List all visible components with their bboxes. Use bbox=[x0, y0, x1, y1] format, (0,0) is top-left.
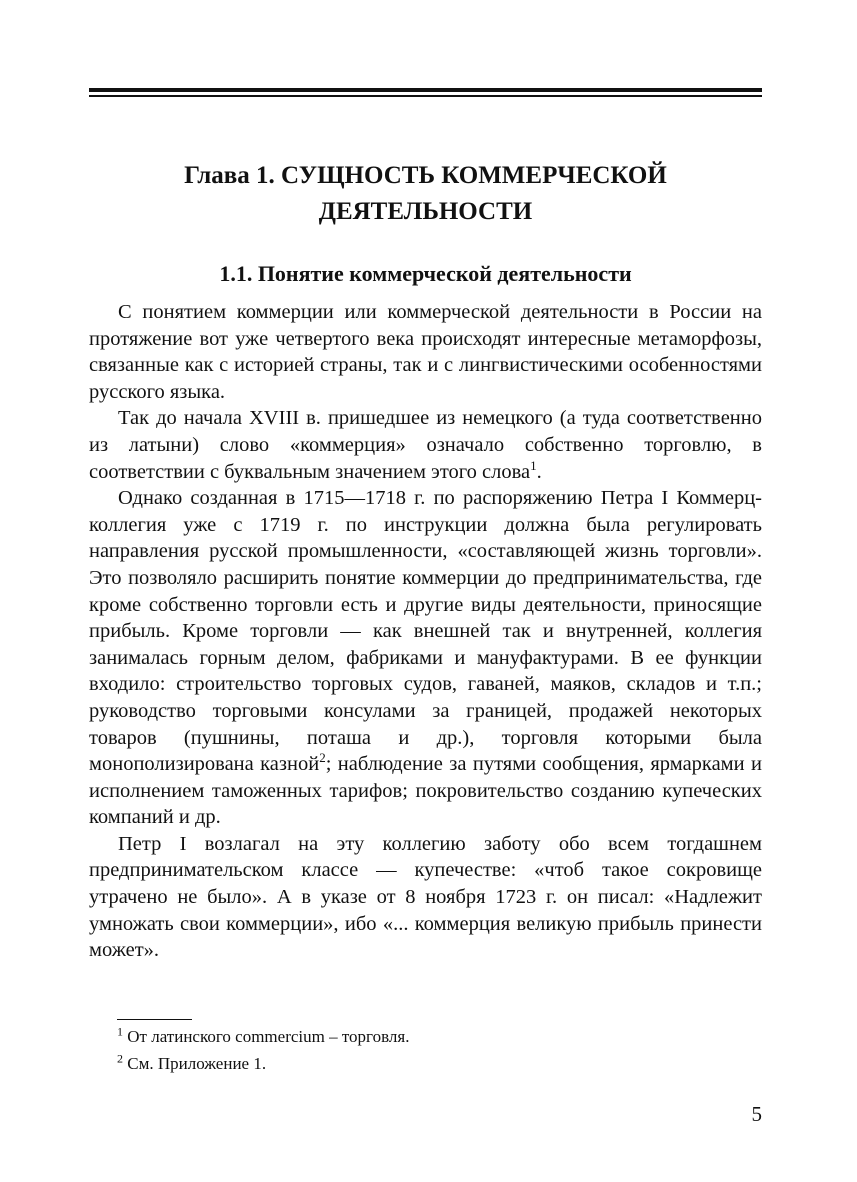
footnote-separator bbox=[117, 1019, 192, 1020]
footnote-2-text: См. Приложение 1. bbox=[123, 1054, 267, 1073]
paragraph-2-end: . bbox=[536, 460, 542, 483]
paragraph-3-text-a: Однако созданная в 1715—1718 г. по распоряжению Петра I Коммерц-коллегия уже с 1719 г. по инструкции должна была регулировать направления русской промышленности, «составляющей жизнь торговли». Это позволяло расширить понятие коммерции до предпринимательства, где кроме собственно торговли есть и другие виды деятельности, приносящие прибыль. Кроме торговли — как внешней так и внутренней, коллегия занималась горным делом, фабриками и мануфактурами. В ее функции входило: строительство торговых судов, гаваней, маяков, складов и т.п.; руководство торговыми консулами за границей, продажей некоторых товаров (пушнины, поташа и др.), торговля которыми была монополизирована казной bbox=[89, 487, 762, 776]
footnote-1-text: От латинского commercium – торговля. bbox=[123, 1027, 410, 1046]
footnote-2-marker: 2 bbox=[117, 1051, 123, 1066]
page-number: 5 bbox=[751, 1102, 762, 1126]
header-rule-thick bbox=[89, 88, 762, 92]
footnote-2 bbox=[117, 1050, 762, 1077]
paragraph-2 bbox=[89, 405, 762, 485]
paragraph-3 bbox=[89, 485, 762, 831]
chapter-title bbox=[89, 158, 762, 230]
footnote-ref-1: 1 bbox=[530, 457, 537, 473]
chapter-title-line-1: Глава 1. СУЩНОСТЬ КОММЕРЧЕСКОЙ bbox=[184, 162, 667, 189]
footnote-ref-2: 2 bbox=[319, 750, 326, 766]
section-title: 1.1. Понятие коммерческой деятельности bbox=[219, 261, 632, 286]
footnotes bbox=[117, 1023, 762, 1077]
chapter-title-line-2: ДЕЯТЕЛЬНОСТИ bbox=[318, 198, 533, 225]
footnote-1 bbox=[117, 1023, 762, 1050]
paragraph-1: С понятием коммерции или коммерческой деятельности в России на протяжение вот уже четвертого века происходят интересные метаморфозы, связанные как с историей страны, так и с лингвистическими особенностями русского языка. bbox=[89, 301, 762, 403]
body-text bbox=[89, 299, 762, 964]
paragraph-3-text-b: ; наблюдение за путями сообщения, ярмарками и исполнением таможенных тарифов; покровительство созданию купеческих компаний и др. bbox=[89, 753, 762, 829]
paragraph-2-text: Так до начала XVIII в. пришедшее из немецкого (а туда соответственно из латыни) слово «коммерция» означало собственно торговлю, в соответствии с буквальным значением этого слова bbox=[89, 407, 762, 483]
paragraph-4: Петр I возлагал на эту коллегию заботу обо всем тогдашнем предпринимательском классе — купечестве: «чтоб такое сокровище утрачено не было». А в указе от 8 ноября 1723 г. он писал: «Надлежит умножать свои коммерции», ибо «... коммерция великую прибыль принести может». bbox=[89, 832, 762, 962]
footnote-1-marker: 1 bbox=[117, 1024, 123, 1039]
header-rule-thin bbox=[89, 95, 762, 97]
